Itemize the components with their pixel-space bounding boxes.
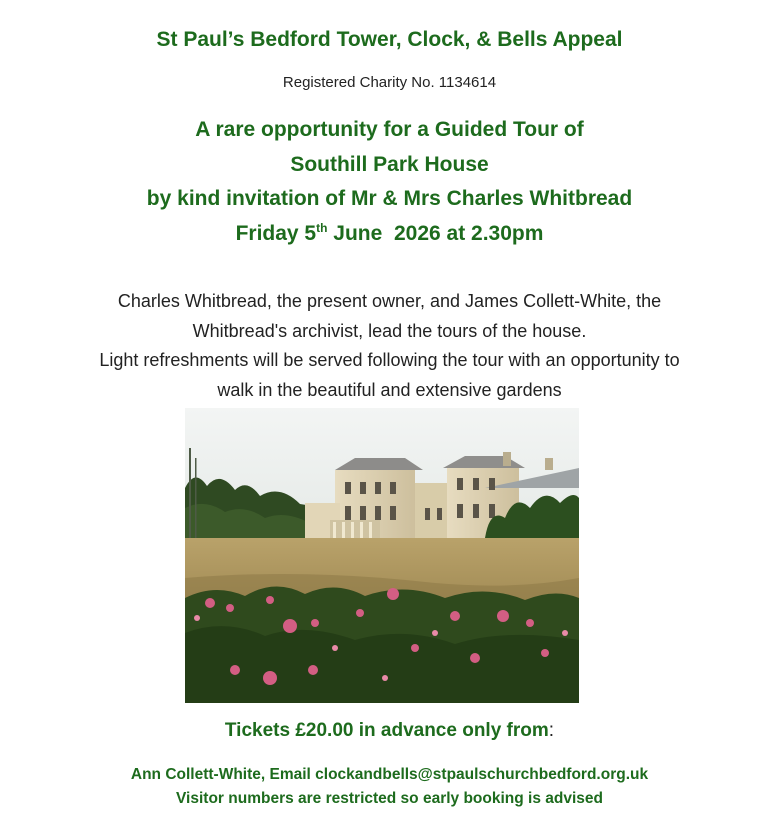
contact-email-line: Ann Collett-White, Email clockandbells@stpaulschurchbedford.org.uk <box>130 766 649 783</box>
southill-park-photo <box>185 408 579 703</box>
appeal-title: St Paul’s Bedford Tower, Clock, & Bells Appeal <box>156 28 623 51</box>
event-headline <box>0 113 779 251</box>
event-date-suffix: June 2026 at 2.30pm <box>327 221 544 245</box>
charity-number: Registered Charity No. 1134614 <box>282 74 497 91</box>
event-date <box>0 217 779 252</box>
description-line-2: Whitbread's archivist, lead the tours of the house. <box>192 320 587 341</box>
booking-advice: Visitor numbers are restricted so early booking is advised <box>176 790 603 807</box>
contact-info <box>0 763 779 811</box>
description-line-3: Light refreshments will be served following the tour with an opportunity to <box>99 350 680 370</box>
tickets-text: Tickets £20.00 in advance only from <box>224 720 549 741</box>
description-line-1: Charles Whitbread, the present owner, and James Collett-White, the <box>117 291 662 311</box>
headline-line-1: A rare opportunity for a Guided Tour of <box>195 118 584 141</box>
headline-line-3: by kind invitation of Mr & Mrs Charles Whitbread <box>146 187 633 210</box>
tickets-info <box>0 720 779 742</box>
description-line-4: walk in the beautiful and extensive gardens <box>217 379 562 400</box>
headline-line-2: Southill Park House <box>290 152 489 176</box>
tickets-colon: : <box>548 720 555 741</box>
event-date-prefix: Friday 5 <box>235 221 317 245</box>
event-date-ordinal: th <box>316 220 328 235</box>
event-description <box>30 287 749 405</box>
